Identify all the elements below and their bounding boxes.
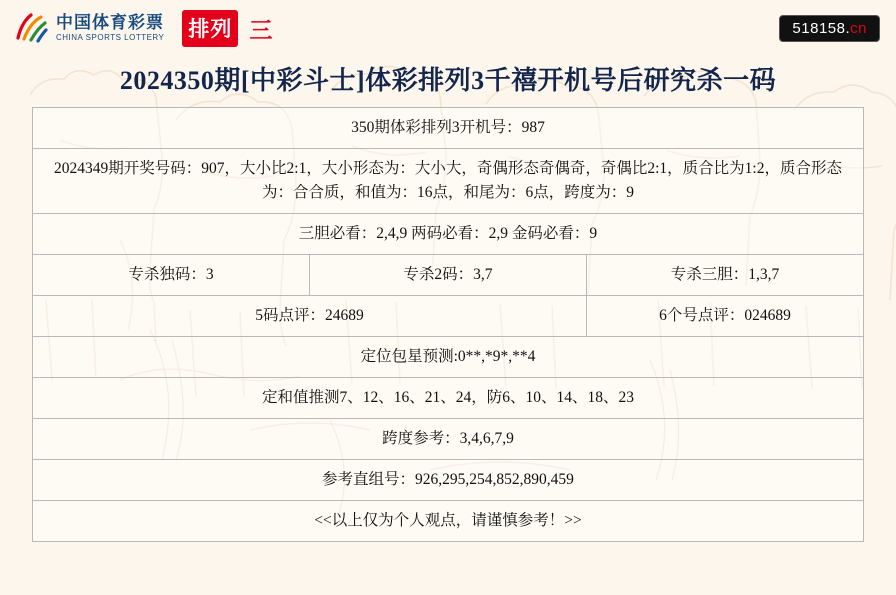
logo-text [56,14,164,42]
table-row [33,149,864,214]
site-header [0,0,896,56]
sports-lottery-icon [14,11,48,45]
cell-five-code-review: 5码点评：24689 [33,296,587,337]
cell-disclaimer: <<以上仅为个人观点，请谨慎参考！>> [33,501,864,542]
logo-title-cn: 中国体育彩票 [56,12,164,32]
cell-kill-single: 专杀独码：3 [33,255,310,296]
cell-span-reference: 跨度参考：3,4,6,7,9 [33,419,864,460]
table-row [33,337,864,378]
content-table-wrapper [0,107,896,542]
cell-open-code: 350期体彩排列3开机号：987 [33,108,864,149]
logo-title-en: CHINA SPORTS LOTTERY [56,32,165,42]
lottery-logo [14,10,272,47]
table-row [33,108,864,149]
cell-sum-forecast: 定和值推测7、12、16、21、24，防6、10、14、18、23 [33,378,864,419]
cell-must-see: 三胆必看：2,4,9 两码必看：2,9 金码必看：9 [33,214,864,255]
table-row [33,378,864,419]
table-row [33,460,864,501]
site-domain-name: 518158. [792,19,851,37]
forecast-table [32,107,864,542]
cell-six-code-review: 6个号点评：024689 [587,296,864,337]
table-row [33,255,864,296]
table-row [33,296,864,337]
game-badge: 排列 [182,10,238,47]
cell-kill-two: 专杀2码：3,7 [310,255,587,296]
page-title: 2024350期[中彩斗士]体彩排列3千禧开机号后研究杀一码 [119,66,777,95]
site-domain-badge [779,15,880,42]
cell-direct-group: 参考直组号：926,295,254,852,890,459 [33,460,864,501]
cell-previous-draw: 2024349期开奖号码：907，大小比2:1，大小形态为：大小大，奇偶形态奇偶奇，奇偶比2:1，质合比为1:2，质合形态为：合合质，和值为：16点，和尾为：6点，跨度为：9 [33,149,864,214]
cell-kill-three: 专杀三胆：1,3,7 [587,255,864,296]
table-row [33,419,864,460]
table-row [33,501,864,542]
game-badge-suffix: 三 [249,16,273,43]
cell-position-forecast: 定位包星预测:0**,*9*,**4 [33,337,864,378]
table-row [33,214,864,255]
site-domain-tld: cn [850,19,867,37]
